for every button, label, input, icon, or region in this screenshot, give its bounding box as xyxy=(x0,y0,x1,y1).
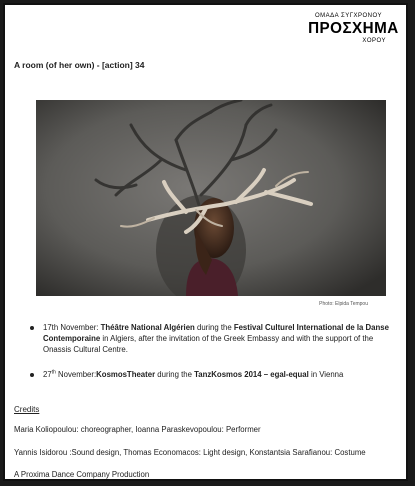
production-line: A Proxima Dance Company Production xyxy=(14,470,150,479)
event-date-suffix: th xyxy=(51,369,56,376)
event-date: 17th November: xyxy=(43,323,101,332)
logo-main-text: ΠΡΟΣΧΗΜΑ xyxy=(308,20,399,37)
performance-photo xyxy=(36,100,386,296)
credit-line: Yannis Isidorou :Sound design, Thomas Economacos: Light design, Konstantsia Sarafianou: Costume xyxy=(14,448,366,457)
event-text: in Algiers, after the invitation of the Greek Embassy and with the support of the Onassis Cultural Centre. xyxy=(43,334,374,354)
logo-top-text: ΟΜΑΔΑ ΣΥΓΧΡΟΝΟΥ xyxy=(314,13,382,19)
event-list xyxy=(19,322,391,394)
list-item xyxy=(19,322,391,355)
list-item xyxy=(19,369,391,380)
credits-heading: Credits xyxy=(14,405,40,414)
document-page xyxy=(3,3,408,481)
event-venue: Théâtre National Algérien xyxy=(100,323,195,332)
page-title: A room (of her own) - [action] 34 xyxy=(14,60,145,70)
photo-caption: Photo: Elpida Tempou xyxy=(319,301,368,307)
event-date-rest: November: xyxy=(55,370,97,379)
credit-line: Maria Koliopoulou: choreographer, Ioanna Paraskevopoulou: Performer xyxy=(14,425,261,434)
event-festival: TanzKosmos 2014 – egal-equal xyxy=(194,370,309,379)
event-venue: KosmosTheater xyxy=(96,370,156,379)
performance-photo-image xyxy=(36,100,386,296)
event-text: in Vienna xyxy=(308,370,344,379)
event-festival: Festival Culturel International de la Danse Contemporaine xyxy=(43,323,389,343)
company-logo xyxy=(306,13,399,51)
event-text: during the xyxy=(155,370,195,379)
event-date: 27 xyxy=(43,370,52,379)
event-text: during the xyxy=(194,323,234,332)
logo-bottom-text: ΧΟΡΟΥ xyxy=(362,38,386,44)
